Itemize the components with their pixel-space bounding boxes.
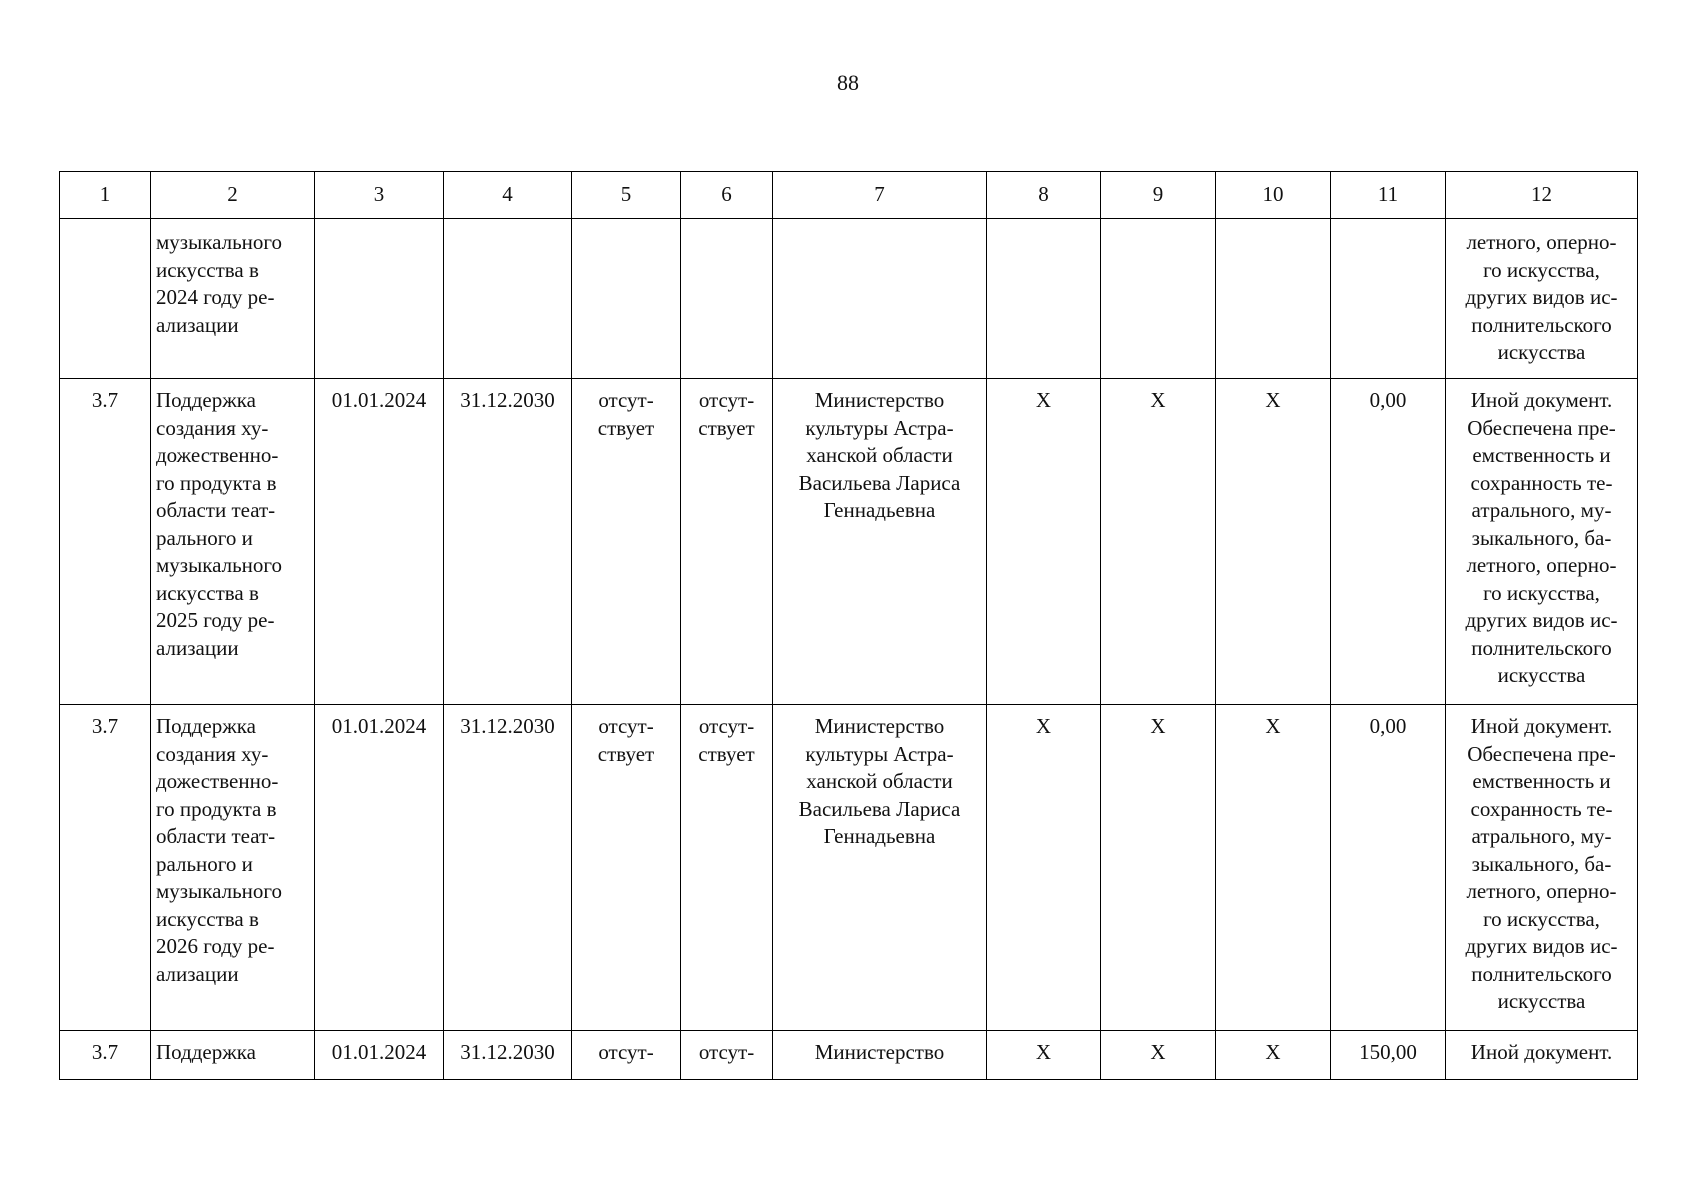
cell-measure-name: Поддержка [151,1031,315,1080]
cell-start-date [315,219,444,379]
cell-responsible [773,219,987,379]
cell-col-6: отсут- [681,1031,773,1080]
measures-table [59,171,1638,1080]
table-row [60,1031,1638,1080]
cell-col-10: X [1216,705,1331,1031]
cell-col-9: X [1101,379,1216,705]
column-header: 5 [572,172,681,219]
cell-number [60,219,151,379]
cell-start-date: 01.01.2024 [315,379,444,705]
column-header: 12 [1446,172,1638,219]
cell-start-date: 01.01.2024 [315,705,444,1031]
cell-col-8 [987,219,1101,379]
cell-col-9: X [1101,1031,1216,1080]
cell-measure-name: Поддержка создания ху- дожественно- го продукта в области теат- рального и музыкального искусства в 2026 году ре- ализации [151,705,315,1031]
cell-col-5: отсут- ствует [572,705,681,1031]
column-header: 4 [444,172,572,219]
cell-amount [1331,219,1446,379]
cell-responsible: Министерство культуры Астра- ханской области Васильева Лариса Геннадьевна [773,379,987,705]
table-row [60,219,1638,379]
column-header: 3 [315,172,444,219]
cell-end-date: 31.12.2030 [444,705,572,1031]
cell-responsible: Министерство культуры Астра- ханской области Васильева Лариса Геннадьевна [773,705,987,1031]
column-header: 9 [1101,172,1216,219]
table-header-row [60,172,1638,219]
column-header: 7 [773,172,987,219]
cell-start-date: 01.01.2024 [315,1031,444,1080]
cell-amount: 0,00 [1331,705,1446,1031]
cell-end-date [444,219,572,379]
column-header: 1 [60,172,151,219]
table-row [60,379,1638,705]
cell-col-9 [1101,219,1216,379]
cell-col-8: X [987,705,1101,1031]
cell-end-date: 31.12.2030 [444,379,572,705]
table-row [60,705,1638,1031]
cell-number: 3.7 [60,379,151,705]
column-header: 10 [1216,172,1331,219]
cell-amount: 0,00 [1331,379,1446,705]
cell-col-8: X [987,1031,1101,1080]
cell-col-5 [572,219,681,379]
cell-result: Иной документ. Обеспечена пре- емственность и сохранность те- атрального, му- зыкального, ба- летного, оперно- го искусства, других видов ис- полнительского искусства [1446,705,1638,1031]
cell-measure-name: музыкального искусства в 2024 году ре- ализации [151,219,315,379]
cell-col-6: отсут- ствует [681,379,773,705]
column-header: 8 [987,172,1101,219]
cell-col-6: отсут- ствует [681,705,773,1031]
cell-col-10: X [1216,1031,1331,1080]
cell-col-6 [681,219,773,379]
column-header: 2 [151,172,315,219]
cell-number: 3.7 [60,1031,151,1080]
cell-col-5: отсут- ствует [572,379,681,705]
cell-responsible: Министерство [773,1031,987,1080]
cell-col-5: отсут- [572,1031,681,1080]
cell-col-8: X [987,379,1101,705]
page-number: 88 [837,70,859,95]
cell-amount: 150,00 [1331,1031,1446,1080]
column-header: 11 [1331,172,1446,219]
column-header: 6 [681,172,773,219]
cell-result: летного, оперно- го искусства, других видов ис- полнительского искусства [1446,219,1638,379]
cell-result: Иной документ. Обеспечена пре- емственность и сохранность те- атрального, му- зыкального, ба- летного, оперно- го искусства, других видов ис- полнительского искусства [1446,379,1638,705]
cell-col-9: X [1101,705,1216,1031]
cell-col-10: X [1216,379,1331,705]
cell-col-10 [1216,219,1331,379]
cell-end-date: 31.12.2030 [444,1031,572,1080]
cell-result: Иной документ. [1446,1031,1638,1080]
cell-measure-name: Поддержка создания ху- дожественно- го продукта в области теат- рального и музыкального искусства в 2025 году ре- ализации [151,379,315,705]
cell-number: 3.7 [60,705,151,1031]
